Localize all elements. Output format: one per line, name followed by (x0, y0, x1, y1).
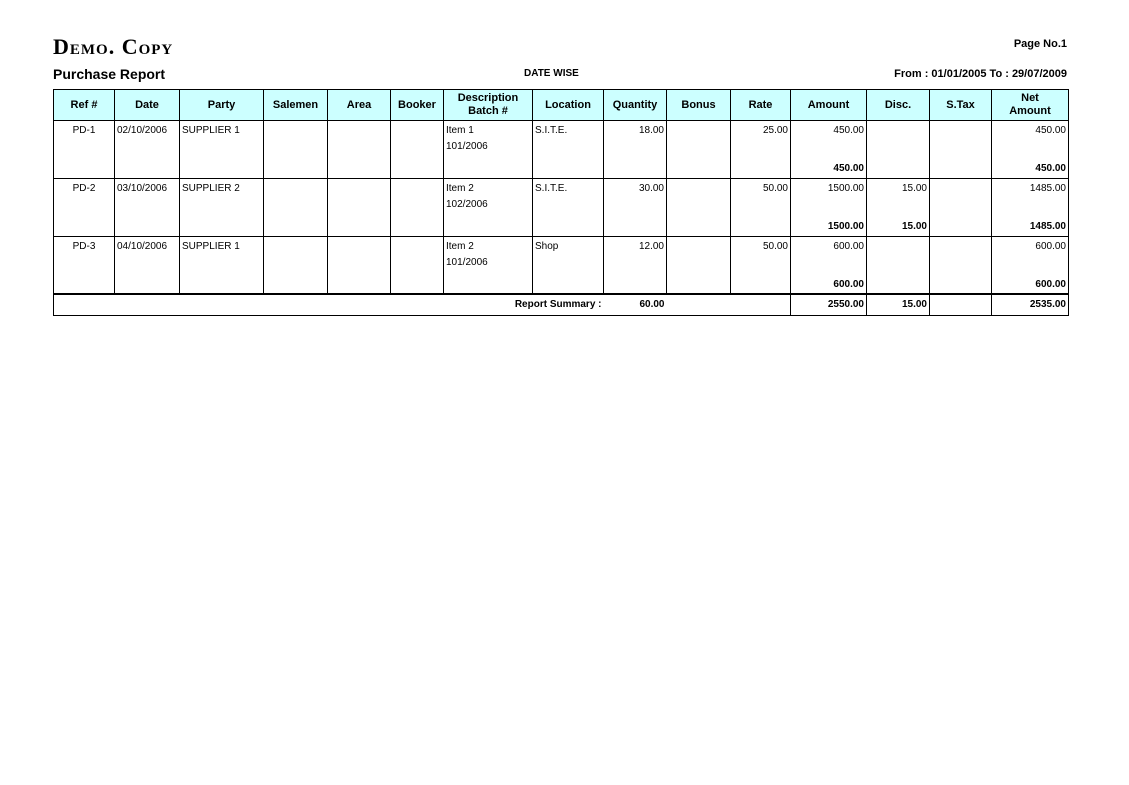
summary-label: Report Summary : (54, 294, 604, 316)
summary-amount: 2550.00 (791, 294, 867, 316)
purchase-table (53, 89, 1069, 295)
col-amount: Amount (791, 90, 867, 121)
col-rate: Rate (731, 90, 791, 121)
quantity-cell: 18.00 (638, 125, 664, 136)
date-cell: 04/10/2006 (117, 241, 168, 252)
rate-cell: 25.00 (762, 125, 788, 136)
col-bonus: Bonus (667, 90, 731, 121)
col-party: Party (180, 90, 264, 121)
net-total-cell: 1485.00 (1029, 221, 1066, 232)
col-area: Area (328, 90, 391, 121)
report-mode: DATE WISE (524, 68, 579, 79)
table-row (54, 121, 1069, 179)
col-location: Location (533, 90, 604, 121)
net-total-cell: 450.00 (1035, 163, 1066, 174)
net-total-cell: 600.00 (1035, 279, 1066, 290)
disc-total-cell: 15.00 (901, 221, 927, 232)
rate-cell: 50.00 (762, 183, 788, 194)
amount-cell: 450.00 (833, 125, 864, 136)
col-description: Description Batch # (444, 90, 533, 121)
item-cell: Item 2 (446, 241, 474, 252)
party-cell: SUPPLIER 2 (182, 183, 240, 194)
amount-total-cell: 1500.00 (827, 221, 864, 232)
rate-cell: 50.00 (762, 241, 788, 252)
date-cell: 03/10/2006 (117, 183, 168, 194)
amount-cell: 600.00 (833, 241, 864, 252)
demo-copy-heading: Demo. Copy (53, 34, 174, 59)
ref-cell: PD-2 (72, 183, 96, 194)
col-quantity: Quantity (604, 90, 667, 121)
batch-cell: 101/2006 (446, 141, 488, 152)
location-cell: S.I.T.E. (535, 183, 568, 194)
ref-cell: PD-1 (72, 125, 96, 136)
table-row (54, 179, 1069, 237)
report-summary-row (53, 293, 1069, 316)
table-row (54, 237, 1069, 295)
amount-total-cell: 600.00 (833, 279, 864, 290)
net-cell: 1485.00 (1029, 183, 1066, 194)
summary-quantity: 60.00 (604, 294, 667, 316)
col-ref: Ref # (54, 90, 115, 121)
col-disc: Disc. (867, 90, 930, 121)
quantity-cell: 12.00 (638, 241, 664, 252)
ref-cell: PD-3 (72, 241, 96, 252)
disc-cell: 15.00 (901, 183, 927, 194)
date-range: From : 01/01/2005 To : 29/07/2009 (894, 68, 1067, 80)
table-header-row (54, 90, 1069, 121)
net-cell: 450.00 (1035, 125, 1066, 136)
col-net-amount: Net Amount (992, 90, 1069, 121)
summary-disc: 15.00 (867, 294, 930, 316)
item-cell: Item 2 (446, 183, 474, 194)
col-salemen: Salemen (264, 90, 328, 121)
batch-cell: 101/2006 (446, 257, 488, 268)
quantity-cell: 30.00 (638, 183, 664, 194)
location-cell: Shop (535, 241, 559, 252)
col-date: Date (115, 90, 180, 121)
col-booker: Booker (391, 90, 444, 121)
batch-cell: 102/2006 (446, 199, 488, 210)
report-title: Purchase Report (53, 66, 166, 82)
location-cell: S.I.T.E. (535, 125, 568, 136)
amount-cell: 1500.00 (827, 183, 864, 194)
col-stax: S.Tax (930, 90, 992, 121)
party-cell: SUPPLIER 1 (182, 125, 240, 136)
amount-total-cell: 450.00 (833, 163, 864, 174)
summary-net: 2535.00 (992, 294, 1069, 316)
net-cell: 600.00 (1035, 241, 1066, 252)
party-cell: SUPPLIER 1 (182, 241, 240, 252)
date-cell: 02/10/2006 (117, 125, 168, 136)
item-cell: Item 1 (446, 125, 474, 136)
page-number: Page No.1 (1013, 38, 1067, 50)
